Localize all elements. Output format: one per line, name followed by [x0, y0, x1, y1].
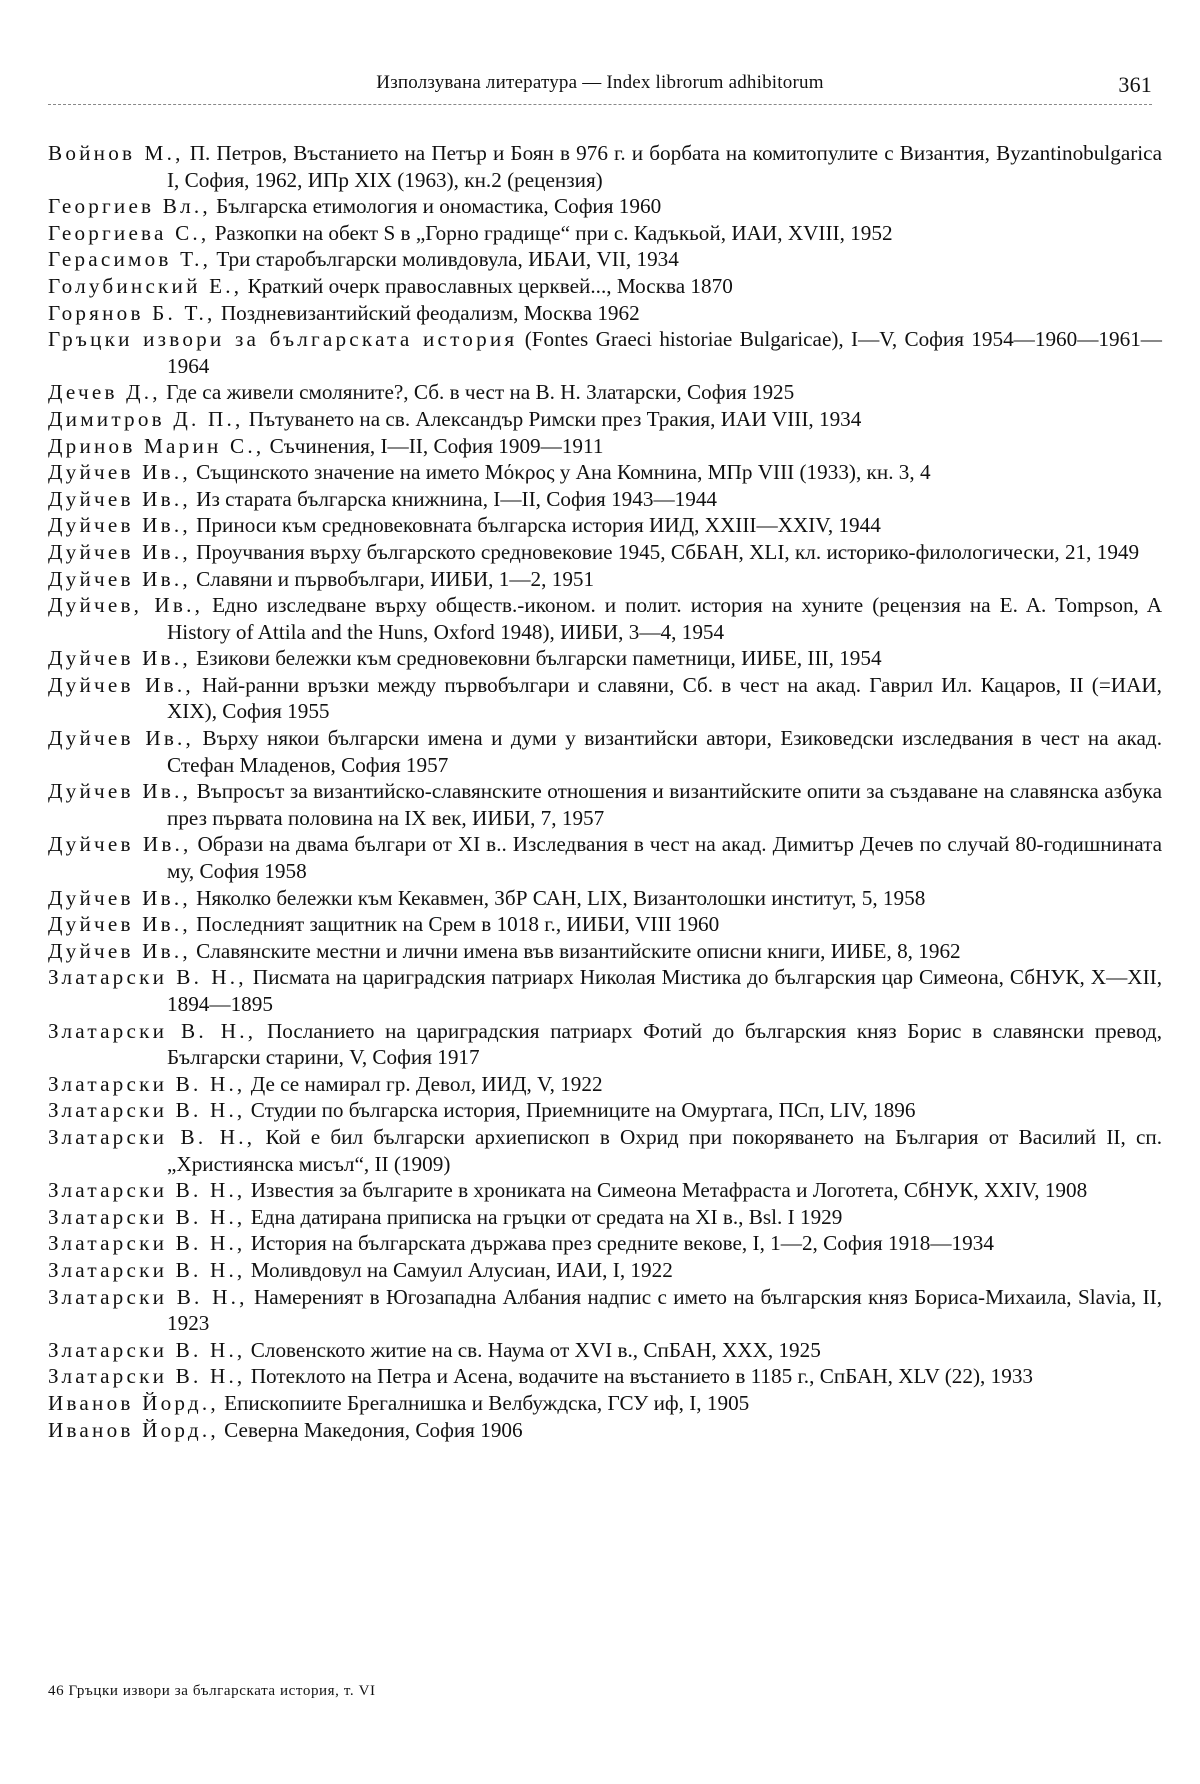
- bibliography-entry: [48, 140, 1162, 193]
- bibliography-entry: [48, 938, 1162, 965]
- bibliography-entry: [48, 379, 1162, 406]
- entry-author: Дуйчев Ив.,: [48, 726, 195, 751]
- entry-author: Дринов Марин С.,: [48, 433, 265, 458]
- entry-author: Герасимов Т.,: [48, 247, 212, 272]
- entry-text: Где са живели смоляните?, Сб. в чест на В. Н. Златарски, София 1925: [160, 380, 795, 405]
- bibliography-entry: [48, 885, 1162, 912]
- entry-author: Георгиева С.,: [48, 220, 210, 245]
- entry-text: Проучвания върху българското средновековие 1945, СбБАН, XLI, кл. историко-филологически, 21, 1949: [190, 539, 1140, 564]
- entry-author: Златарски В. Н.,: [48, 1204, 246, 1229]
- page-number: 361: [1118, 72, 1152, 97]
- header-rule: [48, 104, 1152, 105]
- entry-author: Дуйчев Ив.,: [48, 938, 191, 963]
- bibliography-entry: [48, 911, 1162, 938]
- entry-text: Най-ранни връзки между първобългари и славяни, Сб. в чест на акад. Гаврил Ил. Кацаров, II (=ИАИ, XIX), София 1955: [167, 672, 1162, 724]
- entry-author: Горянов Б. Т.,: [48, 300, 216, 325]
- entry-author: Дуйчев Ив.,: [48, 539, 191, 564]
- bibliography-entry: [48, 300, 1162, 327]
- entry-author: Дуйчев Ив.,: [48, 646, 191, 671]
- entry-text: Де се намирал гр. Девол, ИИД, V, 1922: [245, 1071, 603, 1096]
- entry-text: Последният защитник на Срем в 1018 г., ИИБИ, VIII 1960: [190, 912, 720, 937]
- bibliography-entry: [48, 725, 1162, 778]
- entry-text: Три старобългарски моливдовула, ИБАИ, VII, 1934: [211, 247, 679, 272]
- entry-text: Няколко бележки към Кекавмен, ЗбР САН, LIX, Византолошки институт, 5, 1958: [190, 885, 926, 910]
- entry-author: Златарски В. Н.,: [48, 1337, 246, 1362]
- bibliography-entry: [48, 1337, 1162, 1364]
- entry-text: Епископиите Брегалнишка и Велбуждска, ГСУ иф, I, 1905: [218, 1390, 750, 1415]
- bibliography-entry: [48, 592, 1162, 645]
- entry-text: Езикови бележки към средновековни български паметници, ИИБЕ, III, 1954: [190, 646, 882, 671]
- bibliography-entry: [48, 1390, 1162, 1417]
- bibliography-entry: [48, 326, 1162, 379]
- entry-author: Дуйчев Ив.,: [48, 566, 191, 591]
- entry-text: Из старата българска книжнина, I—II, София 1943—1944: [190, 486, 718, 511]
- entry-text: Поздневизантийский феодализм, Москва 1962: [215, 300, 640, 325]
- bibliography-entry: [48, 512, 1162, 539]
- bibliography-list: [48, 140, 1162, 1443]
- entry-text: История на българската държава през средните векове, I, 1—2, София 1918—1934: [245, 1231, 994, 1256]
- bibliography-entry: [48, 778, 1162, 831]
- entry-text: Словенското житие на св. Наума от XVI в., СпБАН, XXX, 1925: [245, 1337, 821, 1362]
- bibliography-entry: [48, 486, 1162, 513]
- entry-text: Студии по българска история, Приемниците на Омуртага, ПСп, LIV, 1896: [245, 1098, 916, 1123]
- entry-text: Една датирана приписка на гръцки от средата на XI в., Bsl. I 1929: [245, 1204, 843, 1229]
- entry-author: Златарски В. Н.,: [48, 1071, 246, 1096]
- bibliography-entry: [48, 1363, 1162, 1390]
- bibliography-entry: [48, 964, 1162, 1017]
- entry-text: Пътуването на св. Александър Римски през Тракия, ИАИ VIII, 1934: [243, 406, 862, 431]
- bibliography-entry: [48, 433, 1162, 460]
- entry-author: Златарски В. Н.,: [48, 1284, 248, 1309]
- entry-text: Въпросът за византийско-славянските отношения и византийските опити за създаване на славянска азбука през първата половина на IX век, ИИБИ, 7, 1957: [167, 779, 1162, 830]
- entry-author: Дуйчев Ив.,: [48, 672, 194, 697]
- bibliography-entry: [48, 1071, 1162, 1098]
- entry-text: Писмата на цариградския патриарх Николая Мистика до българския цар Симеона, СбНУК, X—XII, 1894—1895: [167, 965, 1162, 1016]
- bibliography-entry: [48, 273, 1162, 300]
- entry-text: Потеклото на Петра и Асена, водачите на въстанието в 1185 г., СпБАН, XLV (22), 1933: [245, 1364, 1034, 1389]
- running-head-title: Използувана литература — Index librorum adhibitorum: [376, 72, 824, 93]
- entry-text: Посланието на цариградския патриарх Фотий до българския княз Борис в славянски превод, Български старини, V, София 1917: [167, 1018, 1162, 1070]
- bibliography-entry: [48, 1417, 1162, 1444]
- entry-author: Дуйчев Ив.,: [48, 513, 191, 538]
- bibliography-entry: [48, 672, 1162, 725]
- bibliography-entry: [48, 193, 1162, 220]
- entry-text: Съчинения, I—II, София 1909—1911: [264, 433, 604, 458]
- bibliography-entry: [48, 1177, 1162, 1204]
- bibliography-entry: [48, 1018, 1162, 1071]
- entry-author: Голубинский Е.,: [48, 273, 243, 298]
- entry-author: Златарски В. Н.,: [48, 1124, 256, 1149]
- entry-author: Дуйчев Ив.,: [48, 460, 191, 485]
- entry-text: Образи на двама българи от XI в.. Изследвания в чест на акад. Димитър Дечев по случай 80-годишнината му, София 1958: [167, 832, 1162, 884]
- entry-author: Златарски В. Н.,: [48, 1364, 246, 1389]
- entry-author: Войнов М.,: [48, 141, 184, 165]
- bibliography-entry: [48, 220, 1162, 247]
- bibliography-entry: [48, 645, 1162, 672]
- bibliography-entry: [48, 459, 1162, 486]
- entry-text: Известия за българите в хрониката на Симеона Метафраста и Логотета, СбНУК, XXIV, 1908: [245, 1178, 1088, 1203]
- entry-text: Кой е бил български архиепископ в Охрид при покоряването на България от Василий II, сп. „Християнска мисъл“, II (1909): [167, 1124, 1163, 1176]
- entry-author: Златарски В. Н.,: [48, 1178, 246, 1203]
- entry-text: Славяни и първобългари, ИИБИ, 1—2, 1951: [190, 566, 595, 591]
- entry-author: Златарски В. Н.,: [48, 1098, 246, 1123]
- entry-text: Върху някои български имена и думи у византийски автори, Езиковедски изследвания в чест на акад. Стефан Младенов, София 1957: [167, 726, 1162, 777]
- entry-text: Българска етимология и ономастика, София 1960: [210, 194, 662, 219]
- entry-author: Дуйчев, Ив.,: [48, 593, 204, 618]
- bibliography-entry: [48, 1284, 1162, 1337]
- bibliography-entry: [48, 831, 1162, 884]
- entry-author: Гръцки извори за българската история: [48, 327, 518, 352]
- entry-author: Дуйчев Ив.,: [48, 779, 192, 804]
- entry-text: Краткий очерк православных церквей..., Москва 1870: [242, 273, 733, 298]
- bibliography-entry: [48, 1097, 1162, 1124]
- bibliography-entry: [48, 1230, 1162, 1257]
- entry-text: Северна Македония, София 1906: [218, 1417, 523, 1442]
- entry-author: Дуйчев Ив.,: [48, 885, 191, 910]
- entry-text: Моливдовул на Самуил Алусиан, ИАИ, I, 1922: [245, 1257, 673, 1282]
- entry-author: Златарски В. Н.,: [48, 1231, 246, 1256]
- signature-footer: 46 Гръцки извори за българската история, т. VI: [48, 1683, 376, 1699]
- entry-text: Същинското значение на името Μόκρος у Ана Комнина, МПр VIII (1933), кн. 3, 4: [190, 460, 931, 485]
- bibliography-entry: [48, 1257, 1162, 1284]
- entry-author: Дечев Д.,: [48, 380, 161, 405]
- entry-text: П. Петров, Въстанието на Петър и Боян в 976 г. и борбата на комитопулите с Византия, Byzantinobulgarica I, София, 1962, ИПр XIX (1963), кн.2 (рецензия): [167, 141, 1162, 192]
- bibliography-entry: [48, 539, 1162, 566]
- entry-text: Намереният в Югозападна Албания надпис с името на българския княз Бориса-Михаила, Slavia, II, 1923: [167, 1284, 1162, 1336]
- entry-author: Дуйчев Ив.,: [48, 832, 192, 857]
- bibliography-entry: [48, 1124, 1162, 1177]
- entry-text: Приноси към средновековната българска история ИИД, XXIII—XXIV, 1944: [190, 513, 881, 538]
- bibliography-entry: [48, 406, 1162, 433]
- entry-author: Иванов Йорд.,: [48, 1417, 219, 1442]
- entry-author: Георгиев Вл.,: [48, 194, 211, 219]
- entry-author: Златарски В. Н.,: [48, 1018, 257, 1043]
- entry-author: Дуйчев Ив.,: [48, 912, 191, 937]
- running-head: [48, 72, 1152, 102]
- bibliography-entry: [48, 1204, 1162, 1231]
- entry-author: Димитров Д. П.,: [48, 406, 244, 431]
- entry-author: Иванов Йорд.,: [48, 1390, 219, 1415]
- entry-text: Разкопки на обект S в „Горно градище“ при с. Кадъкьой, ИАИ, XVIII, 1952: [209, 220, 893, 245]
- bibliography-entry: [48, 566, 1162, 593]
- entry-text: Славянските местни и лични имена във византийските описни книги, ИИБЕ, 8, 1962: [190, 938, 961, 963]
- bibliography-entry: [48, 246, 1162, 273]
- entry-text: (Fontes Graeci historiae Bulgaricae), I—V, София 1954—1960—1961—1964: [167, 327, 1162, 378]
- entry-text: Едно изследване върху обществ.-иконом. и полит. история на хуните (рецензия на E. A. Tompson, A History of Attila and the Huns, Oxford 1948), ИИБИ, 3—4, 1954: [167, 593, 1162, 644]
- entry-author: Златарски В. Н.,: [48, 965, 247, 990]
- entry-author: Дуйчев Ив.,: [48, 486, 191, 511]
- entry-author: Златарски В. Н.,: [48, 1257, 246, 1282]
